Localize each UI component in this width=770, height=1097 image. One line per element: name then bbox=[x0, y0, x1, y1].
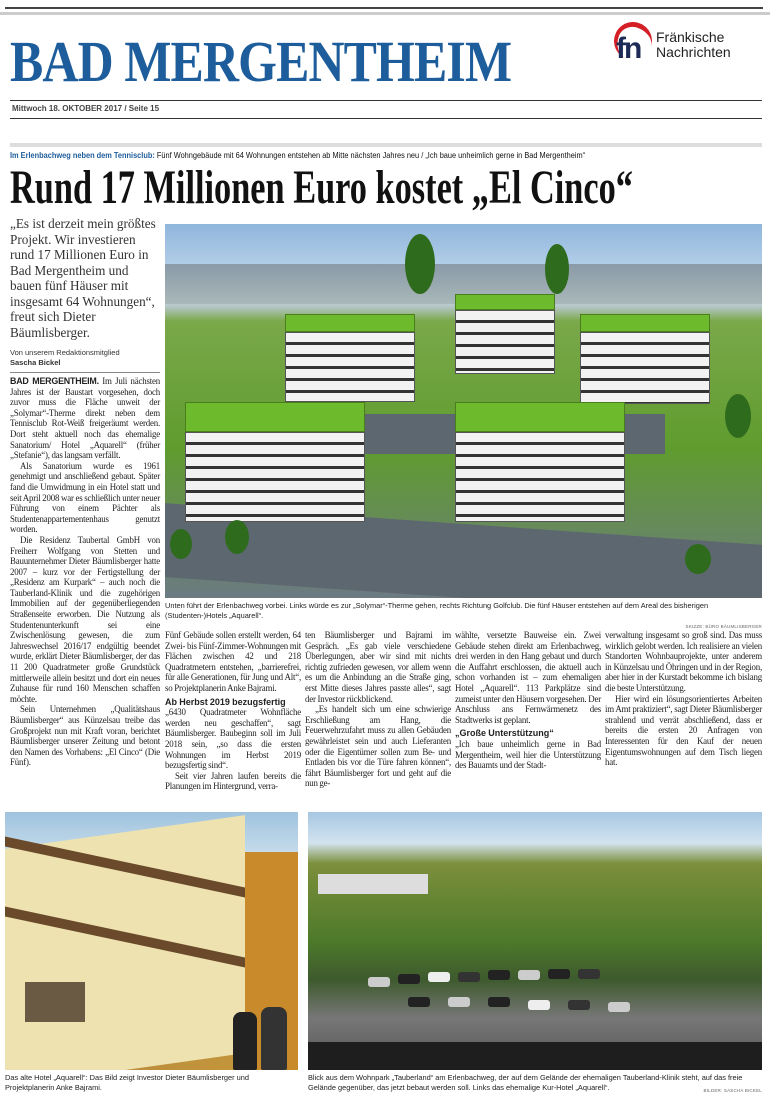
tauberland-view-photo bbox=[308, 812, 762, 1070]
photo2-caption: Blick aus dem Wohnpark „Tauberland“ am Erlenbachweg, der auf dem Gelände der ehemaligen Tauberland-Klinik steht, auf das freie Gelände gegenüber, das jetzt bebaut werden soll. Links das ehemalige Kur-Hotel „Aquarell“. bbox=[308, 1073, 743, 1092]
section-bar bbox=[10, 143, 762, 147]
masthead-title: BAD MERGENTHEIM bbox=[10, 29, 512, 94]
architectural-rendering bbox=[165, 224, 762, 598]
article-column-3: ten Bäumlisberger und Bajrami im Gespräch. „Es gab viele verschiedene Überlegungen, aber wir sind mit nichts richtig zufrieden gewesen, vor allem wenn es um die Anbindung an die Straße ging, erst Mitte dieses Jahres passte alles“, sagt der Investor rückblickend. „Es handelt sich um eine schwierige Erschließung am Hang, die Feuerwehrzufahrt muss zu allen Gebäuden gewährleistet sein und auch Lieferanten oder die Eigentümer sollen zum Be- und Entladen bis vor die Türe fahren können“, fährt Bäumlisberger fort und geht auf die nun ge- bbox=[305, 630, 451, 789]
article-column-2: Fünf Gebäude sollen erstellt werden, 64 Zwei- bis Fünf-Zimmer-Wohnungen mit Flächen zwischen 42 und 218 Quadratmetern entstehen, „barrierefrei, für alle Generationen, für Jung und Alt“, so Projektplanerin Anke Bajrami. Ab Herbst 2019 bezugsfertig „6430 Quadratmeter Wohnfläche werden neu geschaffen“, sagt Bäumlisberger. Baubeginn soll im Juli 2018 sein, „so dass die ersten Wohnungen im Herbst 2019 bezugsfertig sind“. Seit vier Jahren laufen bereits die Planungen im Hintergrund, verra- bbox=[165, 630, 301, 792]
divider bbox=[10, 372, 160, 373]
headline: Rund 17 Millionen Euro kostet „El Cinco“ bbox=[10, 161, 633, 214]
rendering-caption: Unten führt der Erlenbachweg vorbei. Links würde es zur „Solymar“-Therme gehen, rechts Richtung Golfclub. Die fünf Häuser entstehen auf dem Areal des bisherigen (Studenten-)Hotels „Aquarell“. bbox=[165, 601, 709, 620]
divider bbox=[10, 100, 762, 101]
intro-quote: „Es ist derzeit mein größtes Projekt. Wir investieren rund 17 Millionen Euro in Bad Mergentheim und bauen fünf Häuser mit insgesamt 64 Wohnungen“, freut sich Dieter Bäumlisberger. bbox=[10, 216, 156, 340]
article-column-1: BAD MERGENTHEIM. Im Juli nächsten Jahres ist der Baustart vorgesehen, doch zuvor muss die Fläche unweit der „Solymar“-Therme direkt neben dem Tennisclub Rot-Weiß freigeräumt werden. Dort steht aktuell noch das ehemalige Sanatorium/ Hotel „Aquarell“ (früher „Stefanie“), das langsam verfällt. Als Sanatorium wurde es 1961 genehmigt und anschließend gebaut. Später fand die Umwidmung in ein Hotel statt und seit April 2008 war es schließlich unter neuer Führung von einem Pächter als Studentenappartementenhaus genutzt worden. Die Residenz Taubertal GmbH von Freiherr Wolfgang von Stetten und Bauunternehmer Dieter Bäumlisberger hatte 2007 – kurz vor der Fertigstellung der „Residenz am Kurpark“ – auch noch die Tauberland-Klinik und die zugehörigen Immobilien auf der gegenüberliegenden Straßenseite erworben. Die Nutzung als Studentenunterkunft sei eine Zwischenlösung gewesen, die zum Jahreswechsel 2016/17 endgültig beendet wurde, erklärt Dieter Bäumlisberger, der das 11 200 Quadratmeter große Grundstück mittlerweile allein besitzt und dort ein neues Zuhause für rund 160 Menschen schaffen möchte. Sein Unternehmen „Qualitätshaus Bäumlisberger“ aus Künzelsau treibe das Großprojekt nun mit Kraft voran, berichtet Bäumlisberger unserer Zeitung und betont den Namen des Vorhabens: „El Cinco“ (Die Fünf). bbox=[10, 376, 160, 768]
subheading: „Große Unterstützung“ bbox=[455, 728, 554, 739]
rendering-credit: SKIZZE: BÜRO BÄUMLISBERGER bbox=[685, 624, 762, 629]
article-column-5: verwaltung insgesamt so groß sind. Das muss wirklich gelobt werden. Ich realisiere an vielen Standorten Wohnbauprojekte, unter anderem in Künzelsau und Öhringen und in der Region, aber hier in der Kurstadt bekomme ich bislang die beste Unterstützung. Hier wird ein lösungsorientiertes Arbeiten im Amt praktiziert“, sagt Dieter Bäumlisberger strahlend und verrät abschließend, dass er bereits die ersten 20 Anfragen von Interessenten für den Kauf der neuen Eigentumswohnungen auf dem Tisch liegen hat. bbox=[605, 630, 762, 768]
photo1-caption: Das alte Hotel „Aquarell“: Das Bild zeigt Investor Dieter Bäumlisberger und Projektplanerin Anke Bajrami. bbox=[5, 1073, 249, 1092]
top-rule bbox=[5, 7, 763, 9]
photo-credit: BILDER: SASCHA BICKEL bbox=[703, 1088, 762, 1093]
subheading: Ab Herbst 2019 bezugsfertig bbox=[165, 696, 286, 707]
dateline: Mittwoch 18. OKTOBER 2017 / Seite 15 bbox=[12, 104, 160, 113]
newspaper-logo bbox=[612, 22, 762, 72]
divider bbox=[10, 118, 762, 119]
article-column-4: wählte, versetzte Bauweise ein. Zwei Gebäude stehen direkt am Erlenbachweg, drei werden in den Hang gebaut und durch die Auffahrt erschlossen, die aktuell auch schon vorhanden ist – zum ehemaligen Hotel „Aquarell“. 113 Parkplätze sind zumeist unter den Häusern vorgesehen. Der Anschluss ans Fernwärmenetz des Stadtwerks ist geplant. „Große Unterstützung“ „Ich baue unheimlich gerne in Bad Mergentheim, weil hier die Unterstützung des Bauamts und der Stadt- bbox=[455, 630, 601, 771]
kicker: Im Erlenbachweg neben dem Tennisclub: Fünf Wohngebäude mit 64 Wohnungen entstehen ab Mitte nächsten Jahres neu / „Ich baue unheimlich gerne in Bad Mergentheim“ bbox=[10, 150, 586, 160]
top-gray-rule bbox=[0, 12, 770, 15]
logo-name: Fränkische Nachrichten bbox=[656, 29, 731, 60]
byline: Von unserem Redaktionsmitglied Sascha Bickel bbox=[10, 348, 120, 367]
logo-mark: fn bbox=[616, 32, 641, 65]
hotel-aquarell-photo bbox=[5, 812, 298, 1070]
